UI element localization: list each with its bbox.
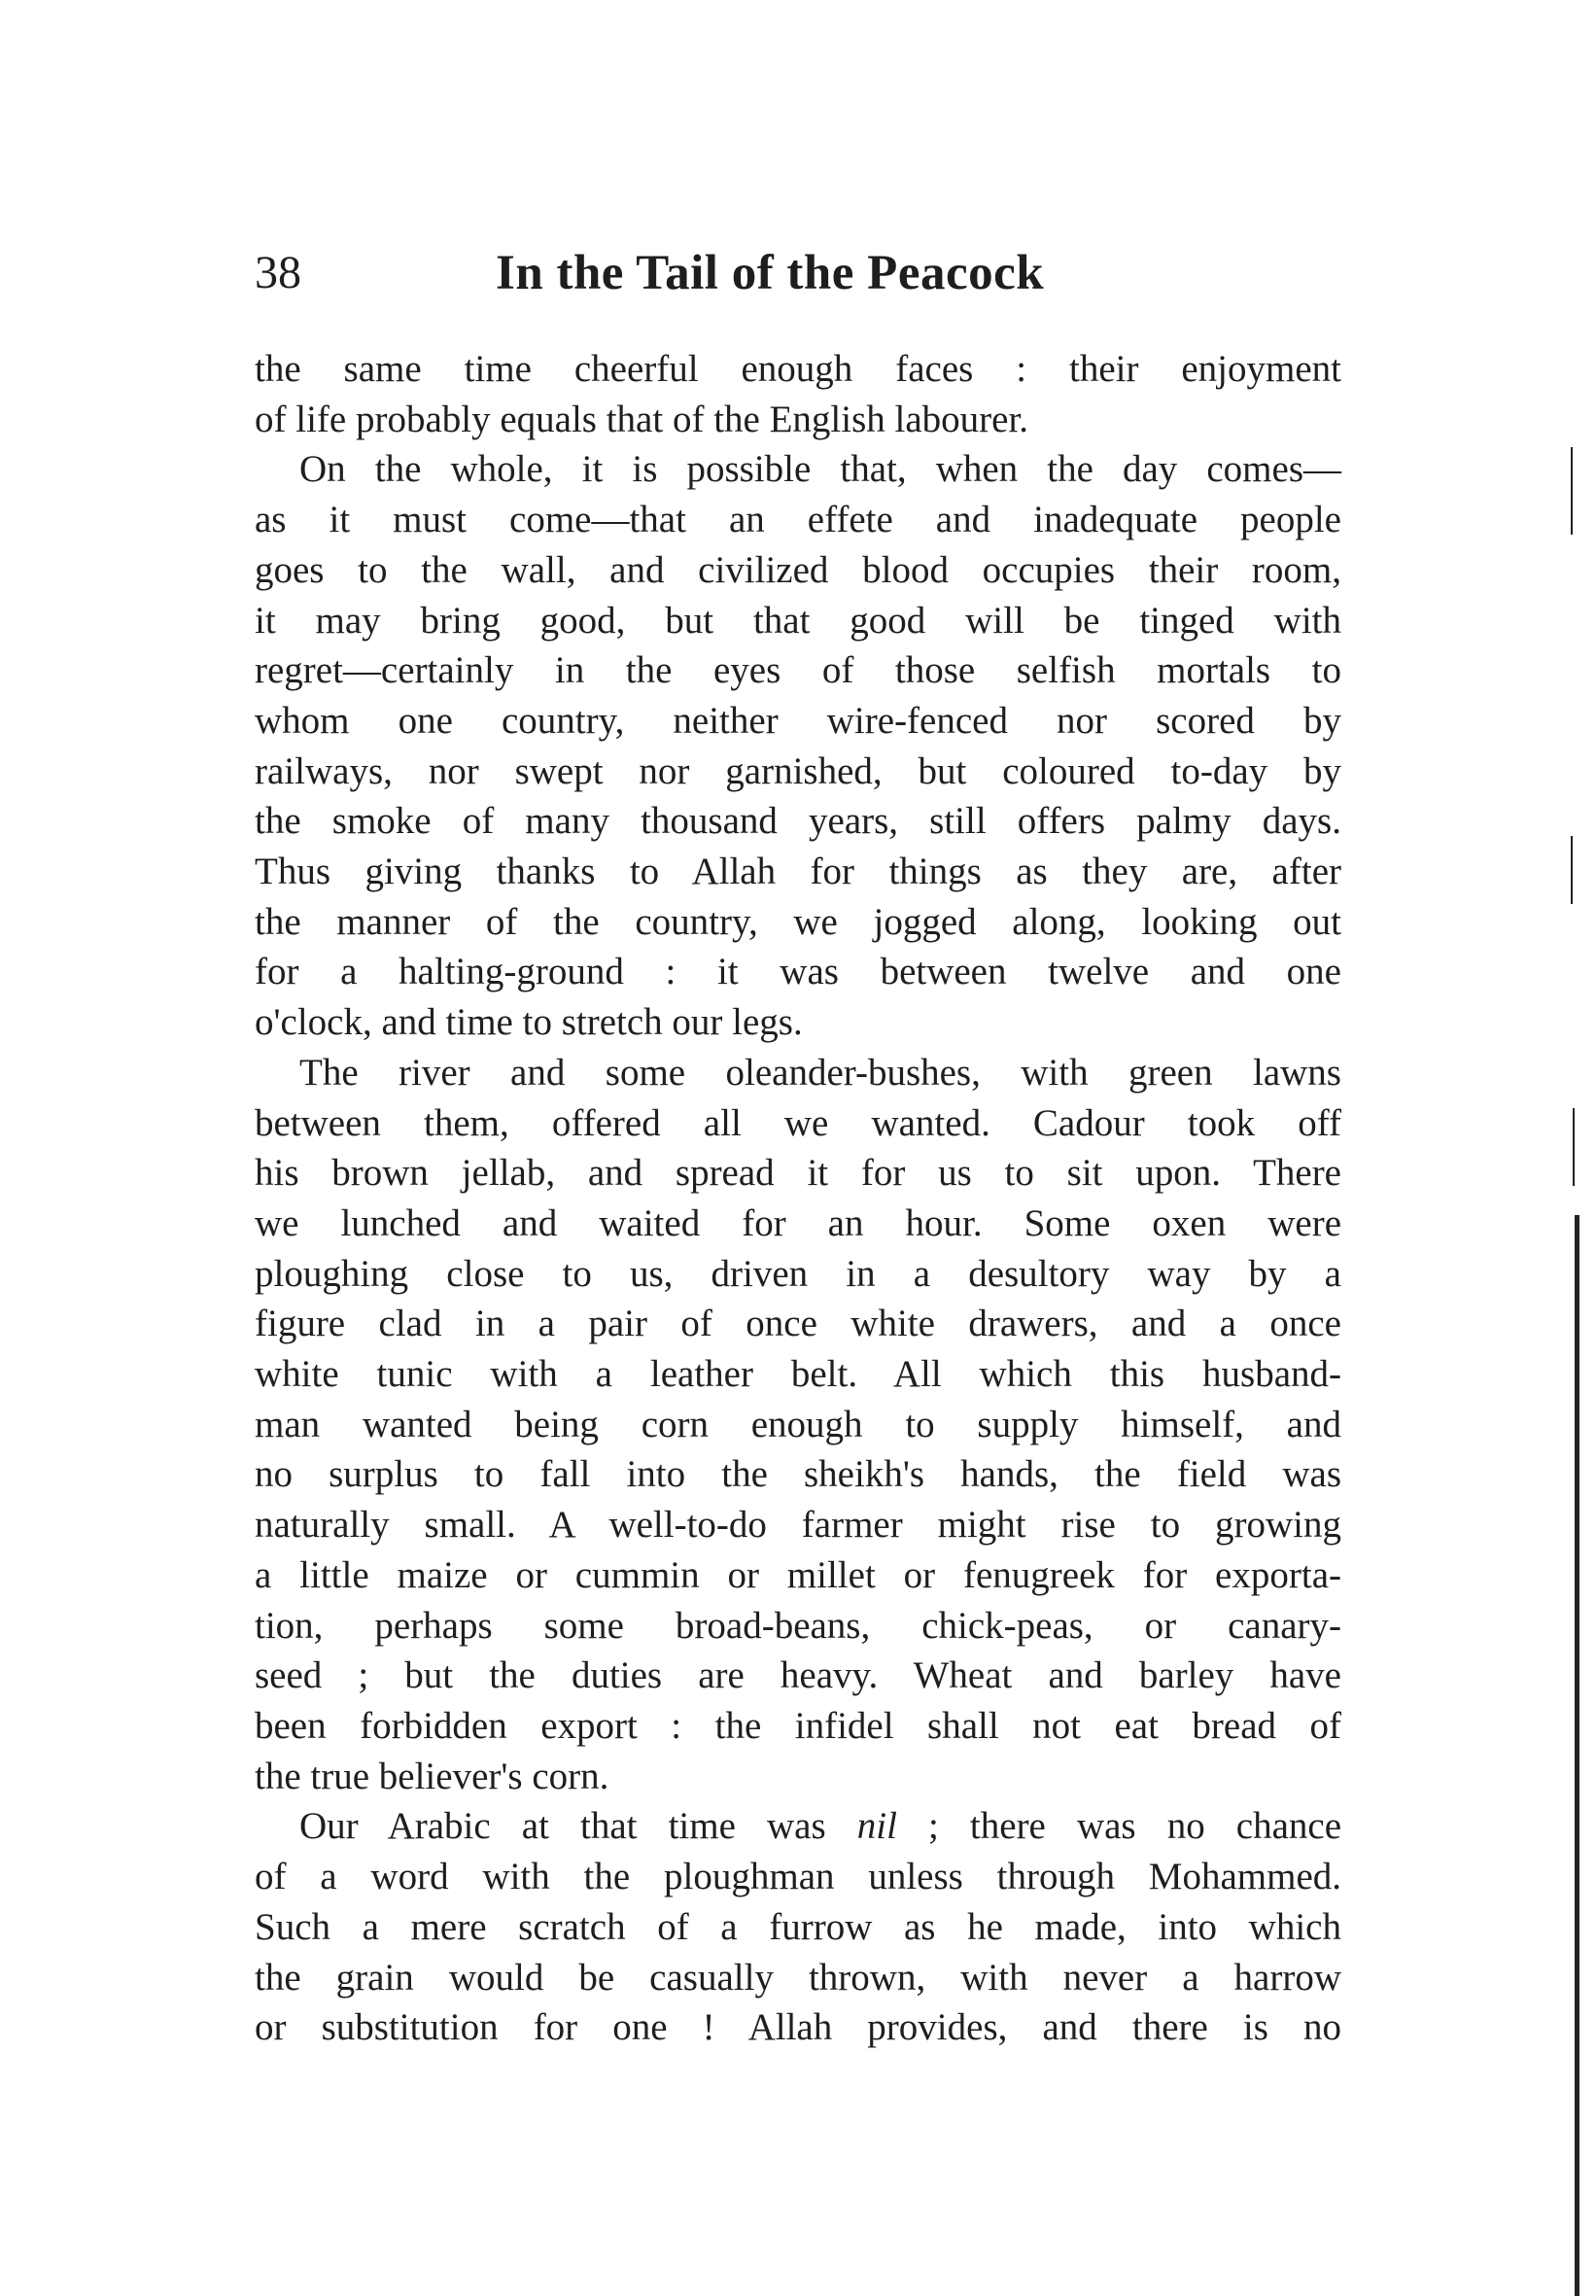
text-line: white tunic with a leather belt. All which this husband- bbox=[255, 1353, 1341, 1396]
text-line: between them, offered all we wanted. Cadour took off bbox=[255, 1101, 1341, 1144]
body-text bbox=[255, 344, 1341, 2053]
text-run: Our Arabic at that time was bbox=[299, 1805, 826, 1848]
scan-edge-mark bbox=[1575, 1215, 1579, 2296]
text-line: been forbidden export : the infidel shall not eat bread of bbox=[255, 1704, 1341, 1747]
text-line: the grain would be casually thrown, with never a harrow bbox=[255, 1956, 1341, 1999]
running-title: In the Tail of the Peacock bbox=[496, 246, 1045, 300]
text-run: ; there was no chance bbox=[928, 1805, 1342, 1848]
text-line: of life probably equals that of the English labourer. bbox=[255, 398, 1029, 440]
paragraph-1 bbox=[255, 344, 1341, 444]
text-line: goes to the wall, and civilized blood occupies their room, bbox=[255, 548, 1341, 591]
text-line: for a halting-ground : it was between twelve and one bbox=[255, 951, 1341, 993]
text-line: it may bring good, but that good will be tinged with bbox=[255, 599, 1341, 642]
book-page bbox=[255, 243, 1341, 2053]
text-line: regret—certainly in the eyes of those selfish mortals to bbox=[255, 649, 1341, 692]
paragraph-3 bbox=[255, 1048, 1341, 1802]
running-head bbox=[255, 243, 1341, 313]
text-line: naturally small. A well-to-do farmer might rise to growing bbox=[255, 1504, 1341, 1547]
text-line: the smoke of many thousand years, still offers palmy days. bbox=[255, 800, 1341, 843]
text-line: the manner of the country, we jogged along, looking out bbox=[255, 900, 1341, 943]
paragraph-4 bbox=[255, 1801, 1341, 2053]
text-line: the true believer's corn. bbox=[255, 1755, 609, 1797]
text-line: the same time cheerful enough faces : their enjoyment bbox=[255, 348, 1341, 390]
text-line: The river and some oleander-bushes, with green lawns bbox=[299, 1051, 1341, 1094]
text-line: tion, perhaps some broad-beans, chick-peas, or canary- bbox=[255, 1604, 1341, 1647]
text-line: o'clock, and time to stretch our legs. bbox=[255, 1001, 803, 1044]
text-line: Thus giving thanks to Allah for things as they are, after bbox=[255, 851, 1341, 893]
paragraph-2 bbox=[255, 444, 1341, 1047]
text-line: On the whole, it is possible that, when the day comes— bbox=[299, 448, 1341, 491]
text-line: of a word with the ploughman unless through Mohammed. bbox=[255, 1856, 1341, 1898]
scan-edge-mark bbox=[1571, 836, 1573, 904]
text-line: figure clad in a pair of once white drawers, and a once bbox=[255, 1303, 1341, 1345]
text-line: railways, nor swept nor garnished, but coloured to-day by bbox=[255, 749, 1341, 792]
text-line: whom one country, neither wire-fenced nor scored by bbox=[255, 699, 1341, 742]
scan-edge-mark bbox=[1573, 1108, 1575, 1186]
italic-word: nil bbox=[856, 1805, 897, 1848]
text-line: a little maize or cummin or millet or fenugreek for exporta- bbox=[255, 1553, 1341, 1596]
text-line: his brown jellab, and spread it for us to sit upon. There bbox=[255, 1152, 1341, 1195]
page-number: 38 bbox=[255, 247, 301, 298]
text-line: ploughing close to us, driven in a desultory way by a bbox=[255, 1252, 1341, 1295]
text-line: man wanted being corn enough to supply himself, and bbox=[255, 1403, 1341, 1445]
text-line: or substitution for one ! Allah provides, and there is no bbox=[255, 2006, 1341, 2049]
scan-edge-mark bbox=[1571, 447, 1573, 535]
text-line: no surplus to fall into the sheikh's hands, the field was bbox=[255, 1453, 1341, 1496]
text-line: we lunched and waited for an hour. Some oxen were bbox=[255, 1201, 1341, 1244]
text-line: seed ; but the duties are heavy. Wheat and barley have bbox=[255, 1654, 1341, 1697]
text-line: as it must come—that an effete and inadequate people bbox=[255, 499, 1341, 541]
text-line bbox=[255, 1801, 1341, 1852]
text-line: Such a mere scratch of a furrow as he made, into which bbox=[255, 1905, 1341, 1948]
